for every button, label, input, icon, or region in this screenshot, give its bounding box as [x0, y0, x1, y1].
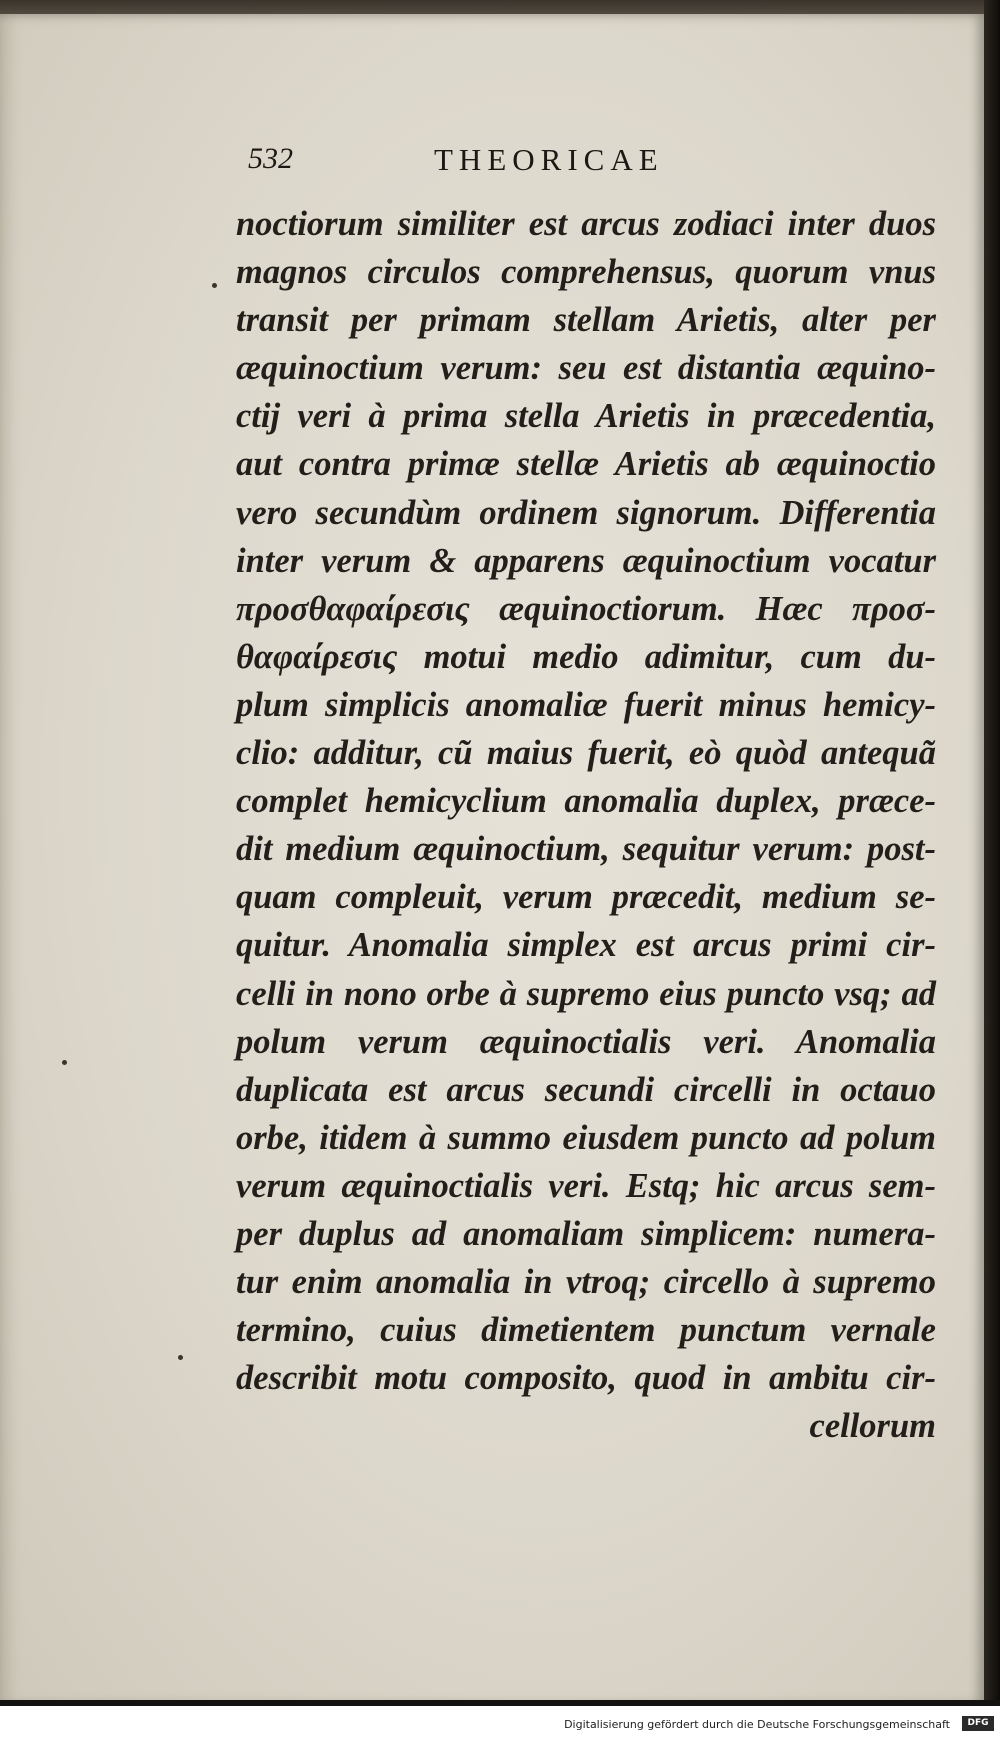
text-line: magnos circulos comprehensus, quorum vnus — [236, 253, 936, 292]
text-line: προσθαφαίρεσις æquinoctiorum. Hæc προσ- — [236, 589, 936, 628]
text-line: aut contra primæ stellæ Arietis ab æquinoctio — [236, 445, 936, 484]
ink-speck — [62, 1060, 67, 1065]
text-line: inter verum & apparens æquinoctium vocatur — [236, 541, 936, 580]
text-line: orbe, itidem à summo eiusdem puncto ad polum — [236, 1118, 936, 1157]
text-line: tur enim anomalia in vtroq; circello à supremo — [236, 1263, 936, 1302]
text-line: dit medium æquinoctium, sequitur verum: post- — [236, 830, 936, 869]
text-line: transit per primam stellam Arietis, alter per — [236, 301, 936, 340]
text-line: celli in nono orbe à supremo eius puncto vsq; ad — [236, 974, 936, 1013]
text-line: vero secundùm ordinem signorum. Differentia — [236, 493, 936, 532]
catchword: cellorum — [809, 1407, 936, 1446]
text-line: termino, cuius dimetientem punctum vernale — [236, 1311, 936, 1350]
text-line: quam compleuit, verum præcedit, medium se- — [236, 878, 936, 917]
text-line: per duplus ad anomaliam simplicem: numera- — [236, 1214, 936, 1253]
page-header — [248, 142, 848, 186]
page-number: 532 — [248, 142, 293, 175]
text-line: noctiorum similiter est arcus zodiaci inter duos — [236, 205, 936, 243]
text-line: ctij veri à prima stella Arietis in præcedentia, — [236, 397, 936, 436]
text-line: plum simplicis anomaliæ fuerit minus hemicy- — [236, 685, 936, 724]
text-line: complet hemicyclium anomalia duplex, præce- — [236, 782, 936, 821]
text-line: æquinoctium verum: seu est distantia æquino- — [236, 349, 936, 388]
text-line: quitur. Anomalia simplex est arcus primi cir- — [236, 926, 936, 965]
book-spine-edge — [984, 0, 1000, 1712]
ink-speck — [212, 283, 217, 288]
text-line: clio: additur, cũ maius fuerit, eò quòd antequã — [236, 734, 936, 773]
text-line: describit motu composito, quod in ambitu cir- — [236, 1359, 936, 1398]
text-line: duplicata est arcus secundi circelli in octauo — [236, 1070, 936, 1109]
body-text — [236, 200, 936, 1450]
ink-speck — [178, 1355, 183, 1360]
running-title: THEORICAE — [434, 142, 664, 177]
text-line: verum æquinoctialis veri. Estq; hic arcus sem- — [236, 1166, 936, 1205]
digitization-credit: Digitalisierung gefördert durch die Deutsche Forschungsgemeinschaft — [564, 1718, 950, 1731]
text-line: θαφαίρεσις motui medio adimitur, cum du- — [236, 637, 936, 676]
dfg-logo: DFG — [962, 1716, 994, 1731]
text-line: polum verum æquinoctialis veri. Anomalia — [236, 1022, 936, 1061]
